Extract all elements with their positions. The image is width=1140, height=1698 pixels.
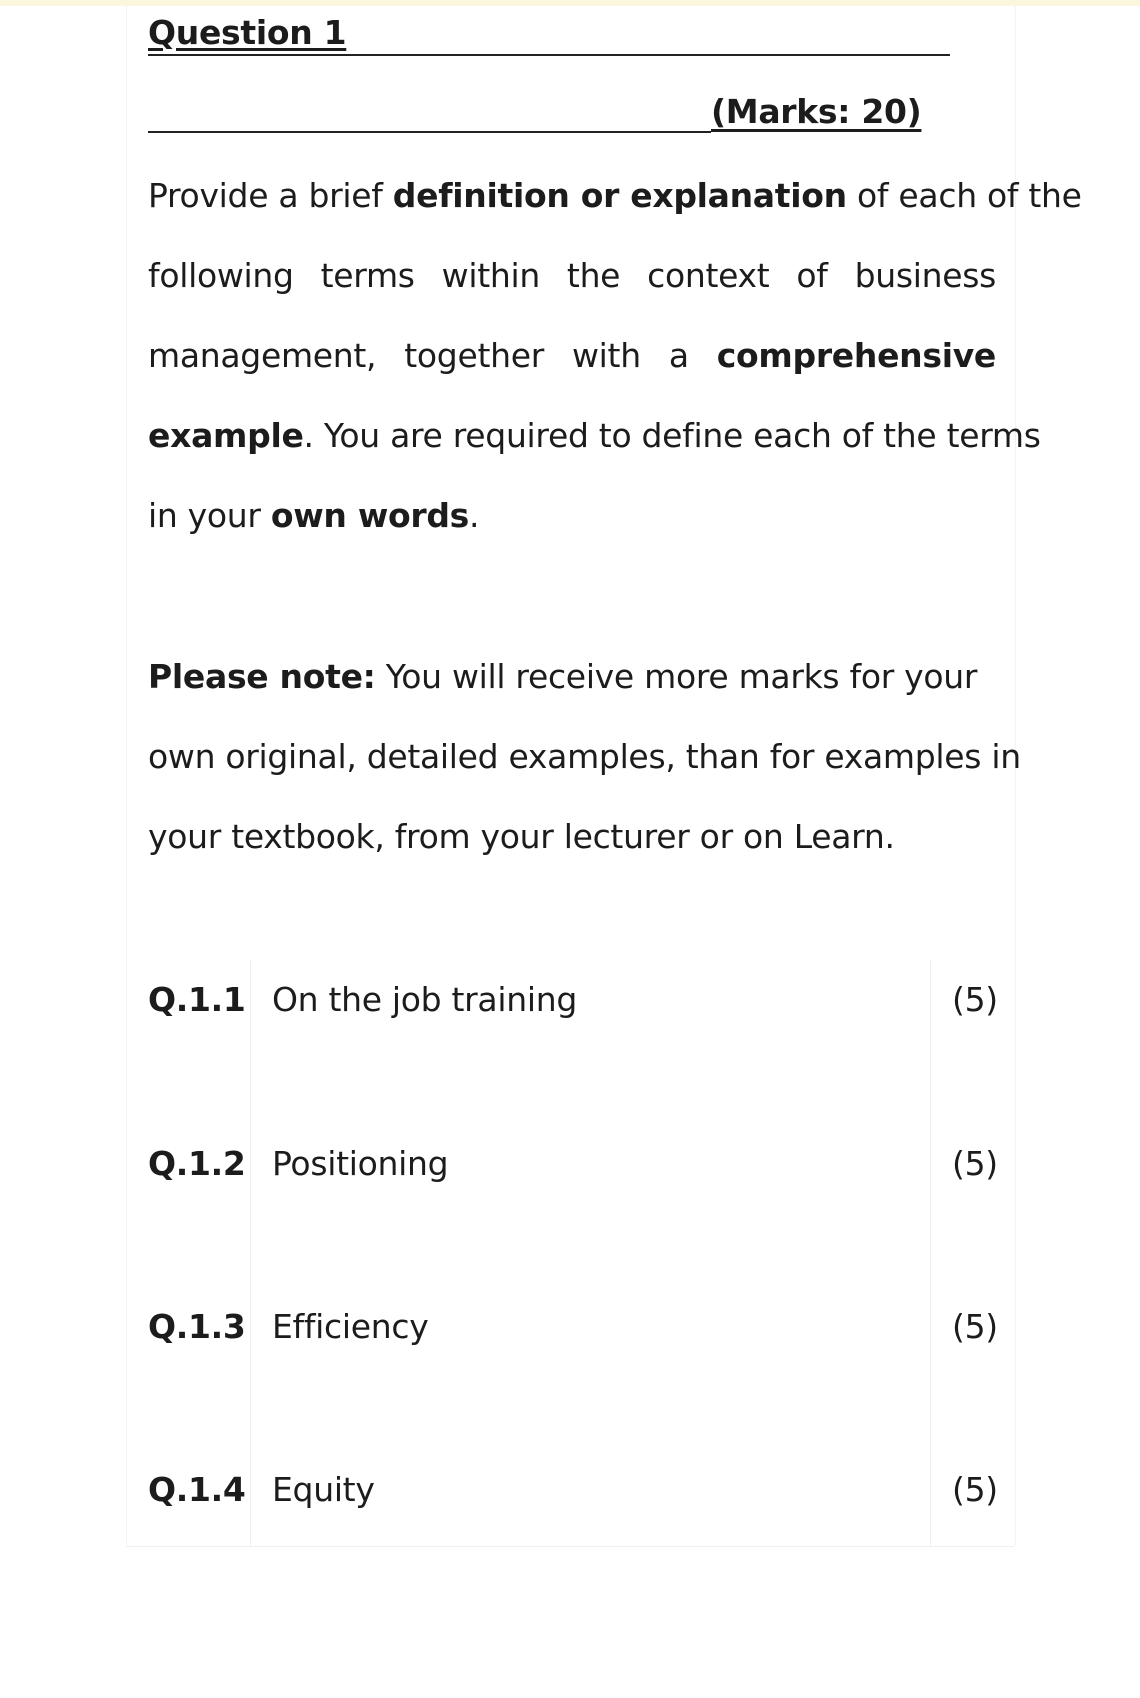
question-marks: (5) xyxy=(952,1144,998,1183)
question-marks: (5) xyxy=(952,980,998,1019)
question-heading xyxy=(148,14,950,56)
instructions-line-5: in your own words. xyxy=(148,496,480,535)
note-line-2: own original, detailed examples, than for examples in xyxy=(148,737,1021,776)
note-paragraph xyxy=(148,637,1021,877)
question-number: Q.1.2 xyxy=(148,1144,246,1183)
question-term: Positioning xyxy=(272,1144,449,1183)
question-number: Q.1.4 xyxy=(148,1470,246,1509)
question-marks: (5) xyxy=(952,1307,998,1346)
table-bottom-rule xyxy=(126,1546,1014,1547)
instructions-line-2: following terms within the context of business xyxy=(148,256,996,295)
table-row xyxy=(126,1307,1014,1367)
question-number: Q.1.1 xyxy=(148,980,246,1019)
marks-rule xyxy=(148,131,711,133)
instructions-line-4: example. You are required to define each of the terms xyxy=(148,416,1041,455)
note-line-1: Please note: You will receive more marks for your xyxy=(148,657,978,696)
question-term: Efficiency xyxy=(272,1307,429,1346)
instructions-line-1: Provide a brief definition or explanation of each of the xyxy=(148,176,1082,215)
instructions-paragraph xyxy=(148,156,1082,556)
question-term: Equity xyxy=(272,1470,375,1509)
note-line-3: your textbook, from your lecturer or on Learn. xyxy=(148,817,895,856)
table-divider-1 xyxy=(250,960,251,1546)
total-marks: (Marks: 20) xyxy=(711,92,922,131)
note-label: Please note: xyxy=(148,657,376,696)
table-row xyxy=(126,980,1014,1040)
table-divider-2 xyxy=(930,960,931,1546)
table-row xyxy=(126,1144,1014,1204)
question-marks: (5) xyxy=(952,1470,998,1509)
question-number: Q.1.3 xyxy=(148,1307,246,1346)
question-title: Question 1 xyxy=(148,13,347,52)
question-term: On the job training xyxy=(272,980,577,1019)
instructions-line-3: management, together with a comprehensive xyxy=(148,336,996,375)
table-row xyxy=(126,1470,1014,1530)
